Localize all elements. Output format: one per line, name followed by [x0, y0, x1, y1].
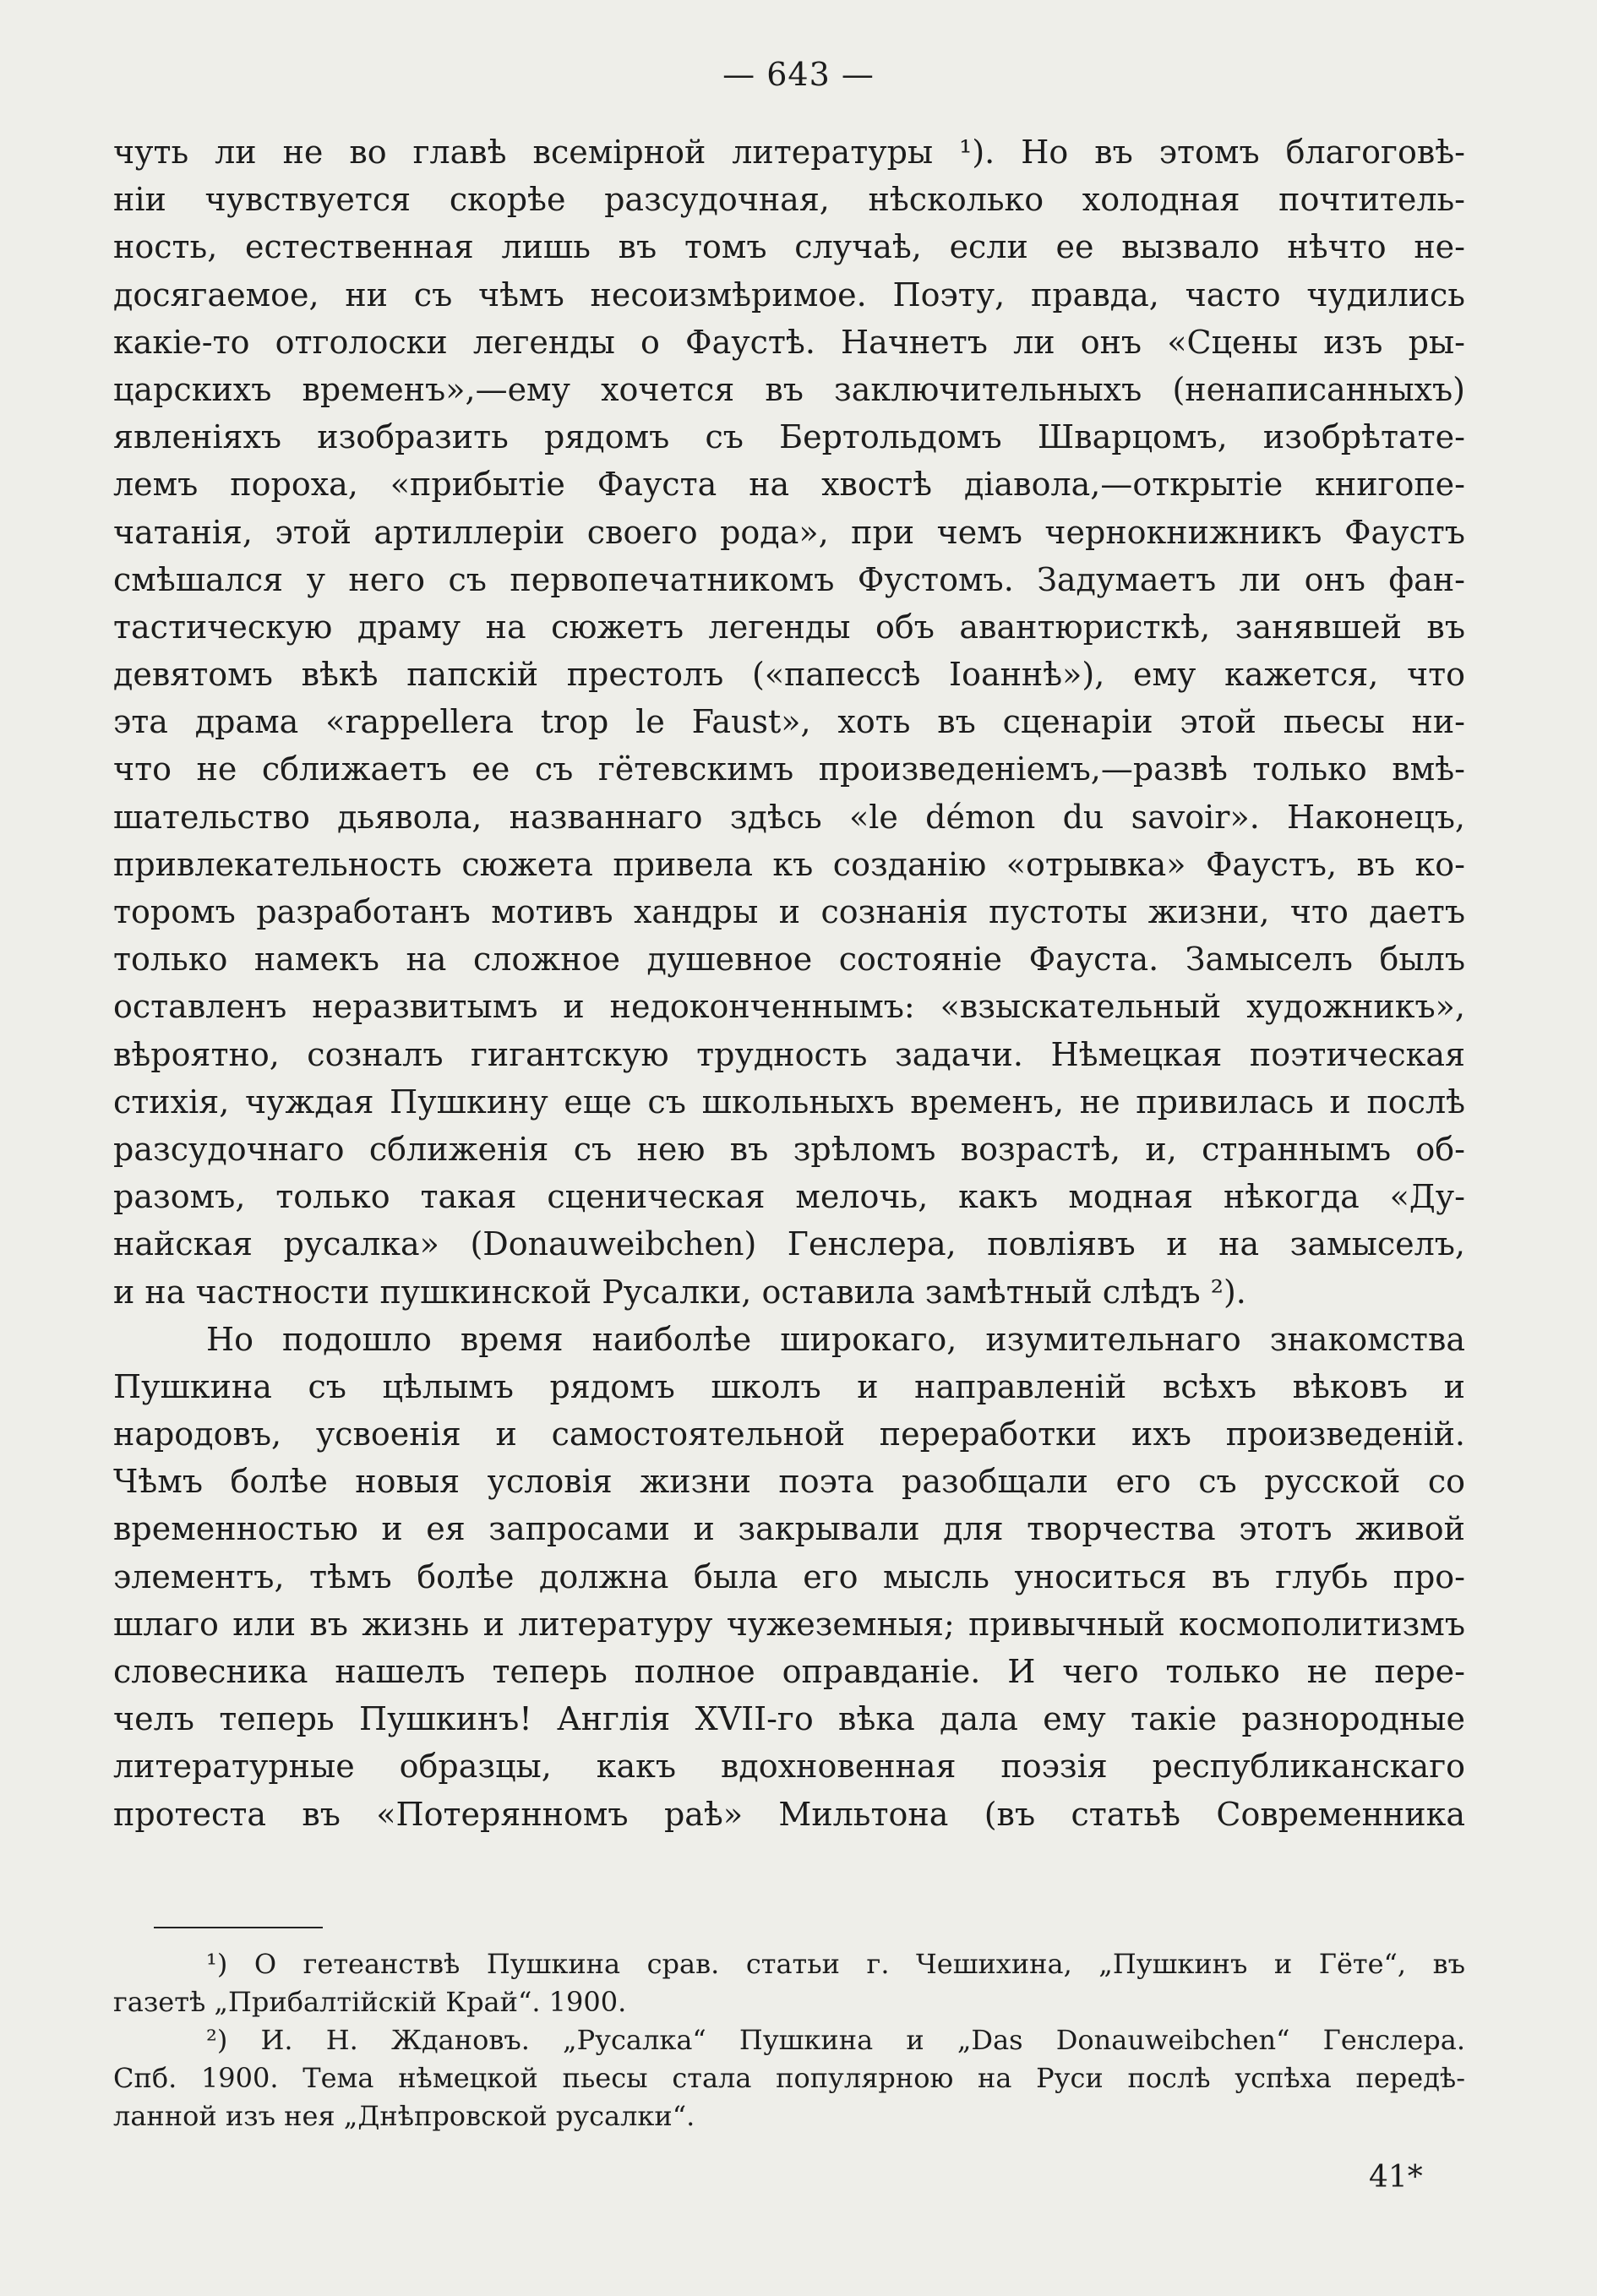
text-line: Пушкина съ цѣлымъ рядомъ школъ и направленiй всѣхъ вѣковъ и — [113, 1367, 1465, 1405]
text-line: найская русалка» (Donauweibchen) Генслера, повлiявъ и на замыселъ, — [113, 1225, 1465, 1263]
text-line: Но подошло время наиболѣе широкаго, изумительнаго знакомства — [206, 1320, 1465, 1358]
footnote-line: Спб. 1900. Тема нѣмецкой пьесы стала популярною на Руси послѣ успѣха передѣ- — [113, 2062, 1465, 2094]
main-text — [113, 128, 1465, 1838]
text-line: оставленъ неразвитымъ и недоконченнымъ: «взыскательный художникъ», — [113, 988, 1465, 1026]
text-line: Чѣмъ болѣе новыя условiя жизни поэта разобщали его съ русской со — [113, 1463, 1465, 1501]
text-line: протеста въ «Потерянномъ раѣ» Мильтона (въ статьѣ Современника — [113, 1795, 1465, 1833]
text-line: ность, естественная лишь въ томъ случаѣ, если ее вызвало нѣчто не- — [113, 228, 1465, 266]
text-line: шлаго или въ жизнь и литературу чужеземныя; привычный космополитизмъ — [113, 1605, 1465, 1643]
text-line: вѣроятно, созналъ гигантскую трудность задачи. Нѣмецкая поэтическая — [113, 1035, 1465, 1073]
text-line: стихiя, чуждая Пушкину еще съ школьныхъ временъ, не привилась и послѣ — [113, 1083, 1465, 1121]
text-line: торомъ разработанъ мотивъ хандры и сознанiя пустоты жизни, что даетъ — [113, 893, 1465, 930]
text-line: только намекъ на сложное душевное состоянiе Фауста. Замыселъ былъ — [113, 941, 1465, 979]
text-line: досягаемое, ни съ чѣмъ несоизмѣримое. Поэту, правда, часто чудились — [113, 275, 1465, 314]
page-number: — 643 — — [722, 56, 875, 93]
text-line: литературные образцы, какъ вдохновенная поэзiя республиканскаго — [113, 1748, 1465, 1786]
text-line: тастическую драму на сюжетъ легенды объ авантюристкѣ, занявшей въ — [113, 608, 1465, 646]
text-line: челъ теперь Пушкинъ! Англiя XVII-го вѣка дала ему такiе разнородные — [113, 1700, 1465, 1738]
text-line: шательство дьявола, названнаго здѣсь «le démon du savoir». Наконецъ, — [113, 798, 1465, 836]
text-line: словесника нашелъ теперь полное оправданiе. И чего только не пере- — [113, 1653, 1465, 1690]
text-line: чуть ли не во главѣ всемiрной литературы ¹). Но въ этомъ благоговѣ- — [113, 134, 1465, 171]
text-line: смѣшался у него съ первопечатникомъ Фустомъ. Задумаетъ ли онъ фан- — [113, 560, 1465, 598]
footnote-line: газетѣ „Прибалтiйскiй Край“. 1900. — [113, 1986, 627, 2018]
text-line: привлекательность сюжета привела къ созданiю «отрывка» Фаустъ, въ ко- — [113, 845, 1465, 883]
text-line: временностью и ея запросами и закрывали для творчества этотъ живой — [113, 1510, 1465, 1548]
text-line: лемъ пороха, «прибытiе Фауста на хвостѣ дiавола,—открытiе книгопе- — [113, 466, 1465, 504]
text-line: и на частности пушкинской Русалки, оставила замѣтный слѣдъ ²). — [113, 1273, 1246, 1311]
text-line: разомъ, только такая сценическая мелочь, какъ модная нѣкогда «Ду- — [113, 1178, 1465, 1216]
text-line: народовъ, усвоенiя и самостоятельной переработки ихъ произведенiй. — [113, 1415, 1465, 1453]
text-line: царскихъ временъ»,—ему хочется въ заключительныхъ (ненаписанныхъ) — [113, 370, 1465, 408]
signature-mark: 41* — [1369, 2160, 1423, 2195]
footnote-divider — [154, 1927, 323, 1928]
text-line: нiи чувствуется скорѣе разсудочная, нѣсколько холодная почтитель- — [113, 181, 1465, 219]
text-line: какiе-то отголоски легенды о Фаустѣ. Начнетъ ли онъ «Сцены изъ ры- — [113, 323, 1465, 361]
text-line: разсудочнаго сближенiя съ нею въ зрѣломъ возрастѣ, и, страннымъ об- — [113, 1130, 1465, 1168]
footnote-line: ланной изъ нея „Днѣпровской русалки“. — [113, 2100, 695, 2132]
text-line: эта драма «rappellera trop le Faust», хоть въ сценарiи этой пьесы ни- — [113, 703, 1465, 741]
text-line: что не сближаетъ ее съ гётевскимъ произведенiемъ,—развѣ только вмѣ- — [113, 750, 1465, 788]
footnotes — [113, 1945, 1465, 2135]
footnote-line: ¹) О гетеанствѣ Пушкина срав. статьи г. Чешихина, „Пушкинъ и Гёте“, въ — [206, 1948, 1465, 1980]
text-line: явленiяхъ изобразить рядомъ съ Бертольдомъ Шварцомъ, изобрѣтате- — [113, 418, 1465, 456]
text-line: девятомъ вѣкѣ папскiй престолъ («папессѣ Iоаннѣ»), ему кажется, что — [113, 656, 1465, 694]
text-line: чатанiя, этой артиллерiи своего рода», при чемъ чернокнижникъ Фаустъ — [113, 513, 1465, 551]
text-line: элементъ, тѣмъ болѣе должна была его мысль уноситься въ глубь про- — [113, 1557, 1465, 1595]
footnote-line: ²) И. Н. Ждановъ. „Русалка“ Пушкина и „Das Donauweibchen“ Генслера. — [206, 2024, 1465, 2056]
